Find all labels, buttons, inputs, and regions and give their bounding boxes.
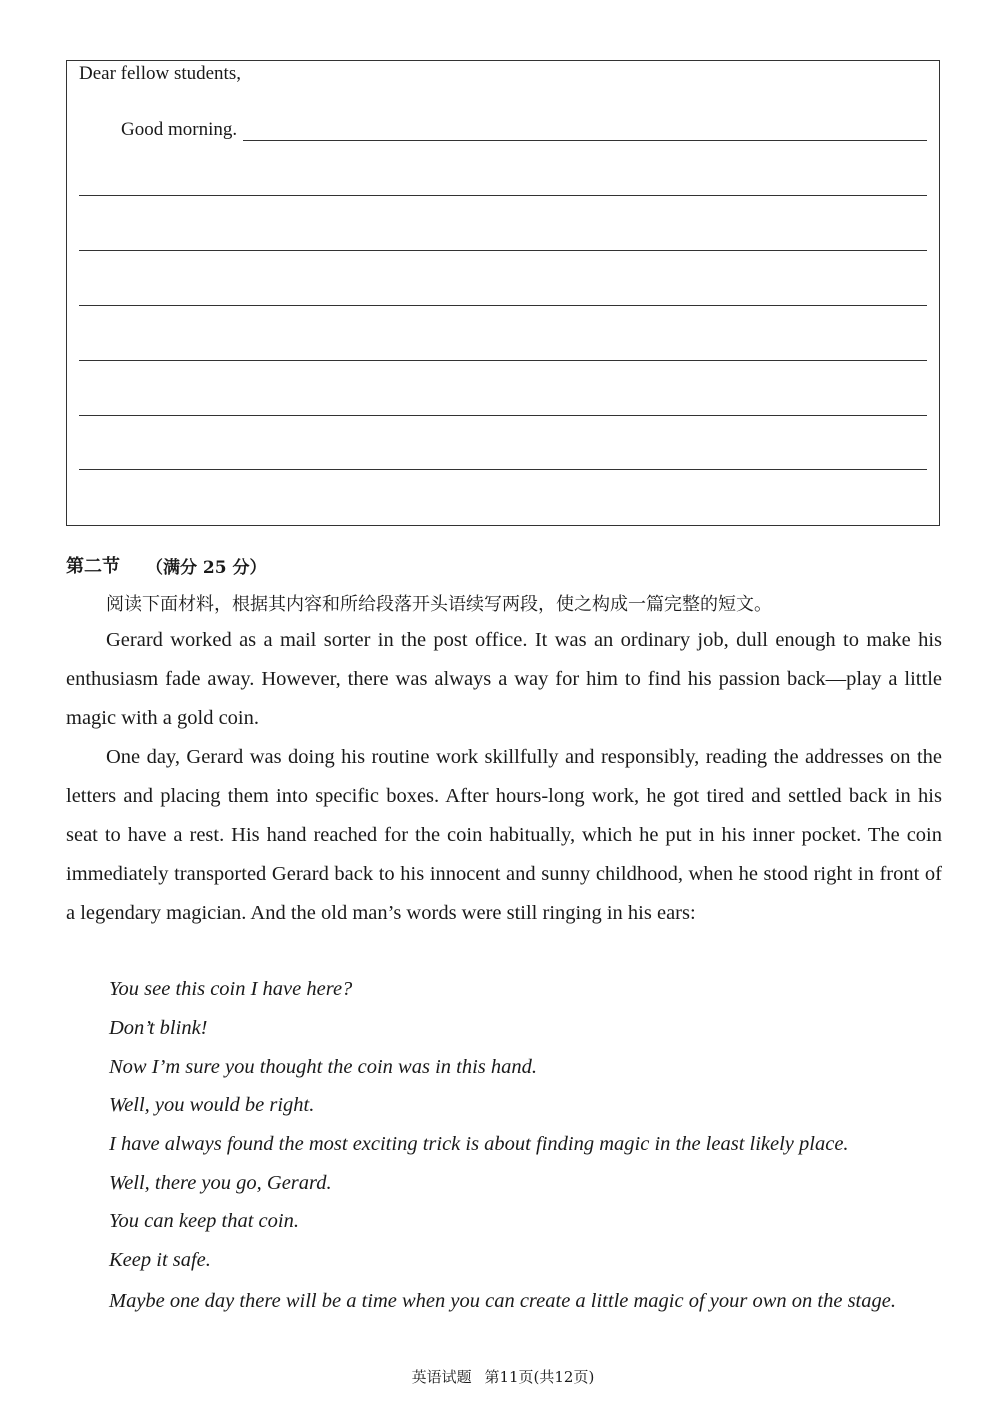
section-title: 第二节	[66, 556, 120, 577]
quote-line: Now I’m sure you thought the coin was in this hand.	[109, 1056, 538, 1078]
quote-line: Keep it safe.	[109, 1249, 211, 1271]
passage-paragraph-1: Gerard worked as a mail sorter in the post office. It was an ordinary job, dull enough to make his enthusiasm fade away. However, there was always a way for him to find his passion back—play a little magic with a gold coin.	[66, 629, 942, 729]
footer-subject: 英语试题	[411, 1368, 472, 1386]
section-score: （满分 25 分）	[146, 558, 267, 578]
answer-line-6[interactable]	[79, 415, 927, 416]
answer-line-5[interactable]	[79, 360, 927, 361]
quote-line: You can keep that coin.	[109, 1210, 299, 1232]
quote-line: Well, there you go, Gerard.	[109, 1172, 332, 1194]
writing-answer-box	[66, 60, 940, 526]
opening-text: Good morning.	[121, 119, 238, 140]
page-footer	[0, 1366, 1006, 1387]
footer-page-number: 第11页(共12页)	[484, 1368, 595, 1386]
quote-line: You see this coin I have here?	[109, 978, 353, 1000]
quote-line: Well, you would be right.	[109, 1094, 315, 1116]
quote-line: Don’t blink!	[109, 1017, 208, 1039]
answer-line-7[interactable]	[79, 469, 927, 470]
answer-line-3[interactable]	[79, 250, 927, 251]
section-instruction: 阅读下面材料，根据其内容和所给段落开头语续写两段，使之构成一篇完整的短文。	[106, 594, 772, 615]
answer-line-1[interactable]	[243, 118, 927, 141]
quote-line: I have always found the most exciting trick is about finding magic in the least likely place.	[109, 1133, 849, 1155]
answer-line-4[interactable]	[79, 305, 927, 306]
passage-paragraph-2: One day, Gerard was doing his routine work skillfully and responsibly, reading the addresses on the letters and placing them into specific boxes. After hours-long work, he got tired and settled back in his seat to have a rest. His hand reached for the coin habitually, which he put in his inner pocket. The coin immediately transported Gerard back to his innocent and sunny childhood, when he stood right in front of a legendary magician. And the old man’s words were still ringing in his ears:	[66, 746, 942, 924]
opening-row	[121, 118, 927, 141]
salutation: Dear fellow students,	[79, 63, 241, 84]
quote-final: Maybe one day there will be a time when you can create a little magic of your own on the stage.	[109, 1290, 896, 1312]
answer-line-2[interactable]	[79, 195, 927, 196]
